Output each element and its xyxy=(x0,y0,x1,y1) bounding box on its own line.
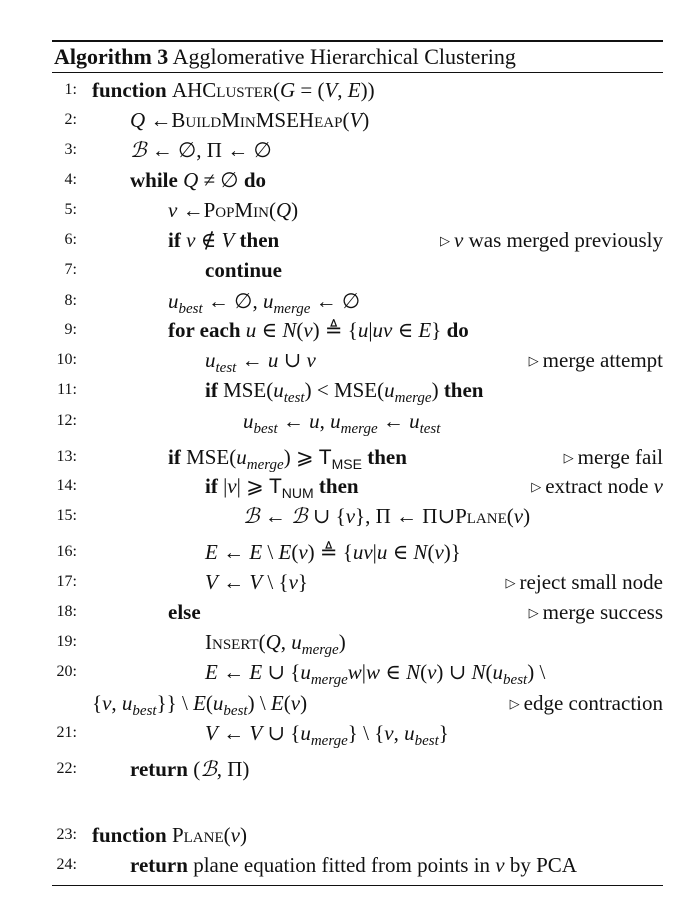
line-comment: ▷ reject small node xyxy=(505,570,663,594)
comment-triangle-icon: ▷ xyxy=(528,605,539,620)
algo-line-18 xyxy=(0,597,687,627)
algorithm-name: Agglomerative Hierarchical Clustering xyxy=(172,44,516,69)
line-number: 2: xyxy=(64,111,77,128)
line-number: 17: xyxy=(56,573,77,590)
algo-line-23 xyxy=(0,820,687,850)
comment-triangle-icon: ▷ xyxy=(531,479,542,494)
algo-line-17 xyxy=(0,567,687,597)
line-number: 3: xyxy=(64,141,77,158)
line-number: 10: xyxy=(56,351,77,368)
line-code: function Plane(v) xyxy=(92,823,247,847)
line-code: return (ℬ, Π) xyxy=(130,757,250,781)
line-code: ℬ ← ∅, Π ← ∅ xyxy=(130,138,272,162)
line-code: E ← E ∪ {$u_{merge}w|w$ ∈ N(v) ∪ $N(u_{best})$ \ xyxy=(205,660,546,688)
algorithm-label: Algorithm 3 xyxy=(54,44,169,69)
algo-line-7 xyxy=(0,255,687,285)
line-code: {v, $u_{best}$}} \ $E(u_{best})$ \ E(v) xyxy=(92,691,308,719)
algo-line-21 xyxy=(0,718,687,748)
algo-line-22 xyxy=(0,754,687,784)
comment-triangle-icon: ▷ xyxy=(505,575,516,590)
algo-line-13 xyxy=(0,442,687,472)
line-code: continue xyxy=(205,258,283,282)
line-number: 4: xyxy=(64,171,77,188)
algo-line-5 xyxy=(0,195,687,225)
algo-line-19 xyxy=(0,627,687,657)
line-number: 6: xyxy=(64,231,77,248)
line-number: 14: xyxy=(56,477,77,494)
line-code: while Q ≠ ∅ do xyxy=(130,168,267,192)
algo-line-4 xyxy=(0,165,687,195)
line-number: 1: xyxy=(64,81,77,98)
algo-line-2 xyxy=(0,105,687,135)
line-number: 18: xyxy=(56,603,77,620)
line-number: 9: xyxy=(64,321,77,338)
line-code: if |v| ⩾ $T_{NUM}$ then xyxy=(205,474,359,501)
line-code: else xyxy=(168,600,201,624)
comment-triangle-icon: ▷ xyxy=(563,450,574,465)
line-number: 24: xyxy=(56,856,77,873)
line-code: if $MSE(u_{merge})$ ⩾ $T_{MSE}$ then xyxy=(168,445,407,473)
algo-line-20-continuation xyxy=(0,688,687,718)
line-comment: ▷ merge success xyxy=(528,600,663,624)
line-number: 20: xyxy=(56,663,77,680)
line-comment: ▷ edge contraction xyxy=(509,691,663,715)
line-code: V ← V ∪ $\{u_{merge}\}$ \ {v, $u_{best}$} xyxy=(205,721,449,749)
line-number: 23: xyxy=(56,826,77,843)
line-code: $u_{best}$ ← u, $u_{merge}$ ← $u_{test}$ xyxy=(243,409,441,437)
line-code: function AHCluster(G = (V, E)) xyxy=(92,78,375,102)
line-code: v ←PopMin(Q) xyxy=(168,198,299,222)
algo-line-16 xyxy=(0,537,687,567)
algo-line-3 xyxy=(0,135,687,165)
line-comment: ▷ merge attempt xyxy=(528,348,663,372)
algo-line-10 xyxy=(0,345,687,375)
line-code: if v ∉ V then xyxy=(168,228,280,252)
algo-line-14 xyxy=(0,471,687,501)
line-comment: ▷ v was merged previously xyxy=(440,228,663,252)
line-number: 19: xyxy=(56,633,77,650)
line-number: 7: xyxy=(64,261,77,278)
comment-triangle-icon: ▷ xyxy=(528,353,539,368)
line-code: if $MSE(u_{test}) < MSE(u_{merge})$ then xyxy=(205,378,484,406)
line-number: 5: xyxy=(64,201,77,218)
line-code: Q ←BuildMinMSEHeap(V) xyxy=(130,108,370,132)
line-code: Insert(Q, $u_{merge}$) xyxy=(205,630,346,658)
line-number: 8: xyxy=(64,292,77,309)
line-number: 21: xyxy=(56,724,77,741)
algo-line-8 xyxy=(0,286,687,316)
comment-triangle-icon: ▷ xyxy=(440,233,451,248)
line-code: $u_{test}$ ← u ∪ v xyxy=(205,348,316,376)
line-comment: ▷ extract node v xyxy=(531,474,663,498)
line-number: 22: xyxy=(56,760,77,777)
algo-line-6 xyxy=(0,225,687,255)
algo-line-11 xyxy=(0,375,687,405)
algo-line-9 xyxy=(0,315,687,345)
line-code: for each u ∈ N(v) ≜ {u|uv ∈ E} do xyxy=(168,318,469,342)
line-code: return plane equation fitted from points in v by PCA xyxy=(130,853,577,877)
algo-line-1 xyxy=(0,75,687,105)
line-comment: ▷ merge fail xyxy=(563,445,663,469)
algo-line-20 xyxy=(0,657,687,687)
line-number: 15: xyxy=(56,507,77,524)
algo-line-24 xyxy=(0,850,687,880)
line-code: $u_{best}$ ← ∅, $u_{merge}$ ← ∅ xyxy=(168,289,361,317)
algorithm-title xyxy=(54,42,516,72)
line-number: 11: xyxy=(57,381,77,398)
line-number: 16: xyxy=(56,543,77,560)
line-code: ℬ ← ℬ ∪ {v}, Π ← Π∪Plane(v) xyxy=(243,504,531,528)
algo-line-12 xyxy=(0,406,687,436)
comment-triangle-icon: ▷ xyxy=(509,696,520,711)
line-code: E ← E \ E(v) ≜ {uv|u ∈ N(v)} xyxy=(205,540,461,564)
line-number: 12: xyxy=(56,412,77,429)
line-number: 13: xyxy=(56,448,77,465)
algo-line-15 xyxy=(0,501,687,531)
mid-rule xyxy=(52,72,663,73)
line-code: V ← V \ {v} xyxy=(205,570,308,594)
bottom-rule xyxy=(52,885,663,886)
